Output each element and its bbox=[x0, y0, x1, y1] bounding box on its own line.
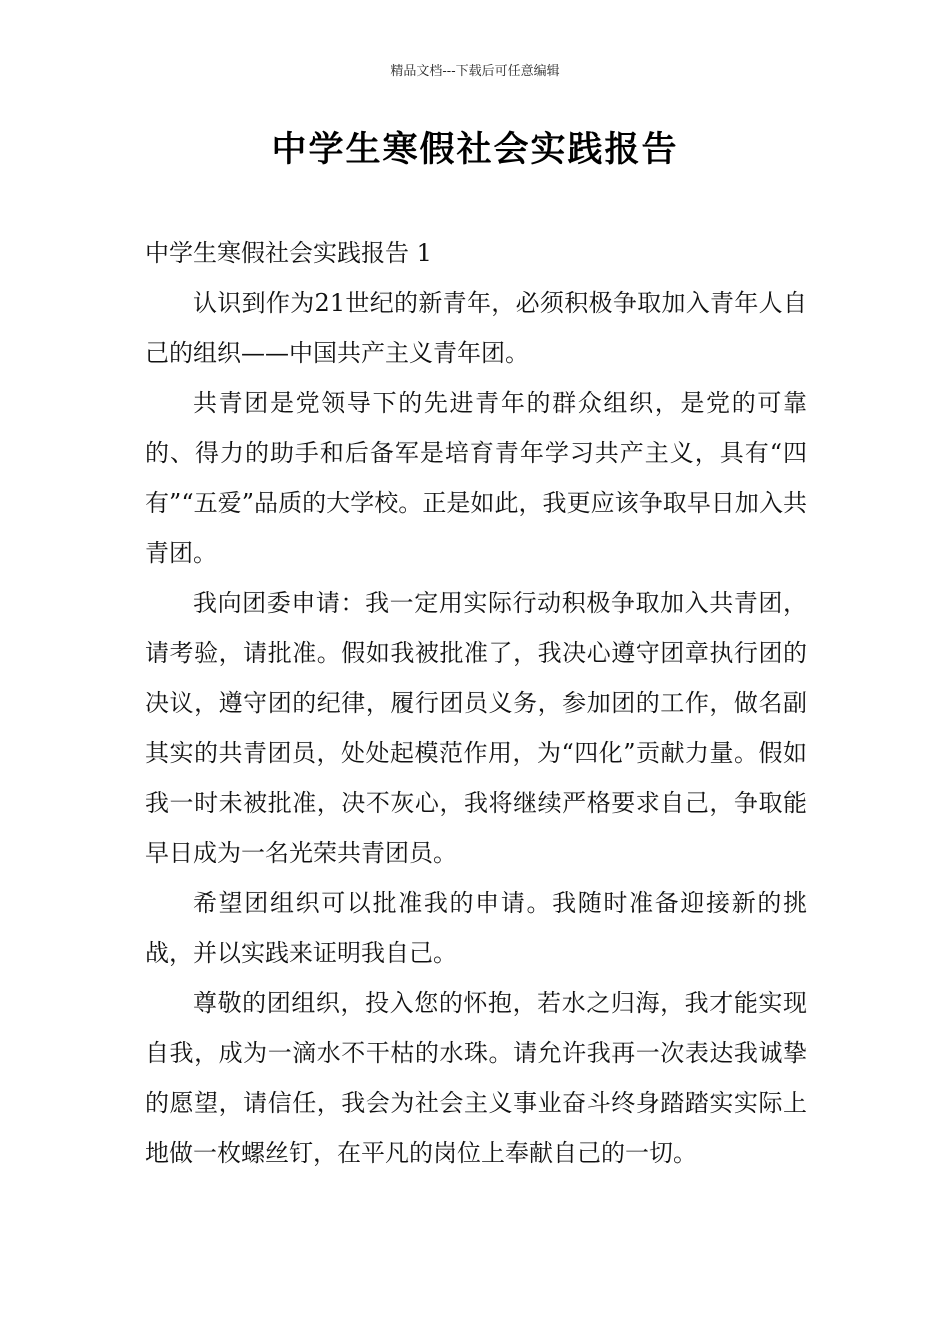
paragraph-4: 希望团组织可以批准我的申请。我随时准备迎接新的挑战，并以实践来证明我自己。 bbox=[145, 889, 807, 967]
section-subtitle: 中学生寒假社会实践报告 1 bbox=[145, 239, 432, 267]
paragraph-2: 共青团是党领导下的先进青年的群众组织，是党的可靠的、得力的助手和后备军是培育青年学习共产主义，具有“四有”“五爱”品质的大学校。正是如此，我更应该争取早日加入共青团。 bbox=[145, 389, 807, 567]
paragraph-3: 我向团委申请：我一定用实际行动积极争取加入共青团，请考验，请批准。假如我被批准了，我决心遵守团章执行团的决议，遵守团的纪律，履行团员义务，参加团的工作，做名副其实的共青团员，处处起模范作用，为“四化”贡献力量。假如我一时未被批准，决不灰心，我将继续严格要求自己，争取能早日成为一名光荣共青团员。 bbox=[145, 589, 807, 867]
paragraph-5: 尊敬的团组织，投入您的怀抱，若水之归海，我才能实现自我，成为一滴水不干枯的水珠。请允许我再一次表达我诚挚的愿望，请信任，我会为社会主义事业奋斗终身踏踏实实际上地做一枚螺丝钉，在平凡的岗位上奉献自己的一切。 bbox=[145, 989, 807, 1167]
document-body bbox=[145, 228, 807, 1178]
document-title: 中学生寒假社会实践报告 bbox=[271, 129, 679, 170]
header-note: 精品文档---下载后可任意编辑 bbox=[390, 64, 560, 79]
paragraph-1: 认识到作为21世纪的新青年，必须积极争取加入青年人自己的组织——中国共产主义青年团。 bbox=[145, 289, 807, 367]
